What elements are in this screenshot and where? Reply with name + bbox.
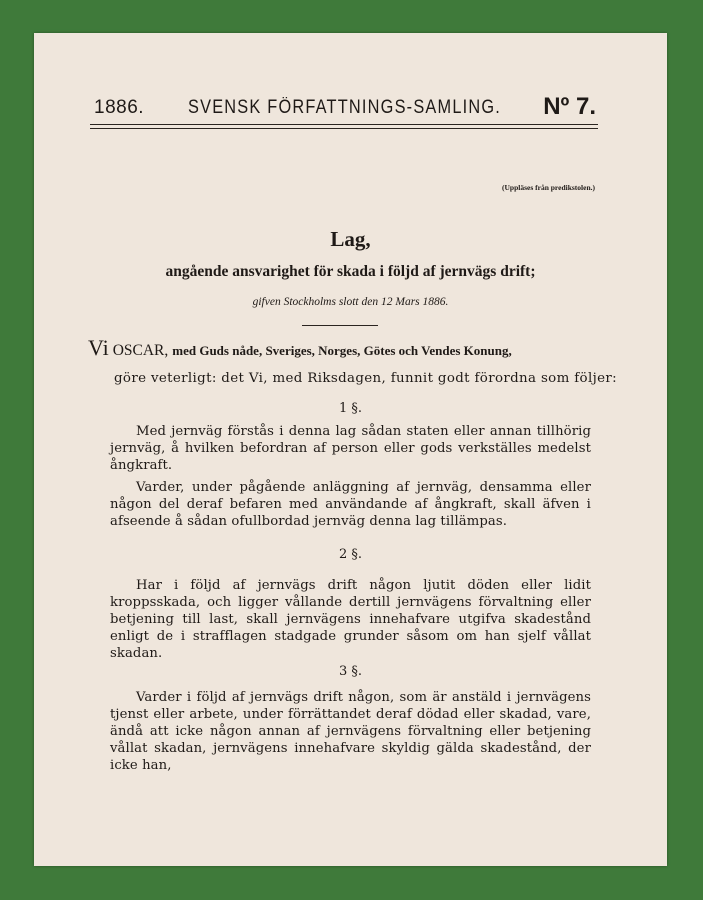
section-1-paragraph-1: Med jernväg förstås i denna lag sådan staten eller annan tillhörig jernväg, å hvilken befordran af person eller gods verkställes medelst ångkraft. <box>110 424 591 473</box>
section-3-mark: 3 §. <box>338 664 363 679</box>
intro-vi: Vi <box>88 335 109 360</box>
header-rule-top <box>90 124 598 125</box>
header-year: 1886. <box>94 97 145 118</box>
section-1-paragraph-2: Varder, under pågående anläggning af jernväg, densamma eller någon del deraf befaren med användande af ångkraft, skall äfven i afseende å sådan ofullbordad jernväg denna lag tillämpas. <box>110 480 591 529</box>
page-header <box>90 89 598 129</box>
header-rule-bottom <box>90 128 598 129</box>
section-1-mark: 1 §. <box>338 401 363 416</box>
section-2-mark: 2 §. <box>338 547 363 562</box>
intro-line-2: göre veterligt: det Vi, med Riksdagen, funnit godt förordna som följer: <box>114 371 617 386</box>
intro-oscar: OSCAR, <box>112 342 169 359</box>
section-3-paragraph-1: Varder i följd af jernvägs drift någon, som är anstäld i jernvägens tjenst eller arbete, under förrättandet deraf dödad eller skadad, vare, ändå att icke någon annan af jernvägens förvaltning eller betjening vållat skadan, jernvägens innehafvare skyldig gälda skadestånd, der icke han, <box>110 690 591 773</box>
header-title: SVENSK FÖRFATTNINGS-SAMLING. <box>188 97 502 118</box>
section-2-paragraph-1: Har i följd af jernvägs drift någon ljutit döden eller lidit kroppsskada, och ligger vållande dertill jernvägens förvaltning eller betjening till last, skall jernvägens innehafvare utgifva skadestånd enligt de i strafflagen stadgade grunder såsom om han sjelf vållat skadan. <box>110 578 591 661</box>
title-divider <box>302 325 378 326</box>
reading-note: (Uppläses från predikstolen.) <box>502 183 595 192</box>
document-page <box>34 33 667 866</box>
law-subtitle: angående ansvarighet för skada i följd af jernvägs drift; <box>165 263 536 280</box>
intro-line-1 <box>88 335 512 361</box>
law-title: Lag, <box>330 227 371 251</box>
law-given-line: gifven Stockholms slott den 12 Mars 1886. <box>252 296 449 308</box>
intro-titles: med Guds nåde, Sveriges, Norges, Götes och Vendes Konung, <box>172 343 512 358</box>
header-number: Nº 7. <box>543 93 596 120</box>
